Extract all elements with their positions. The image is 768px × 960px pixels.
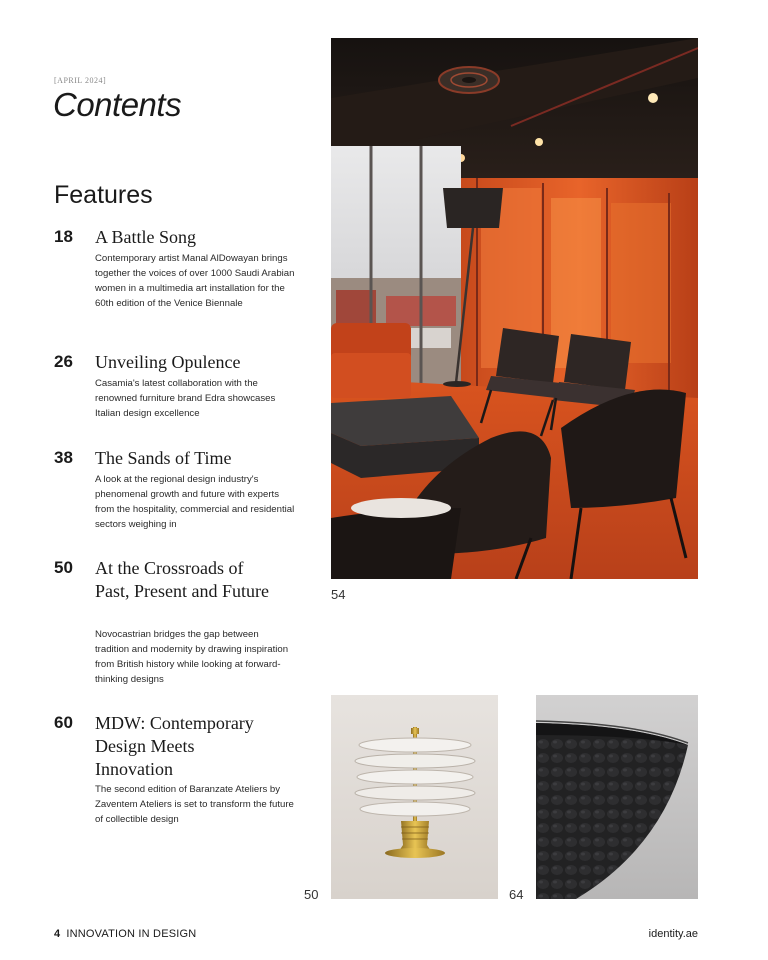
interior-illustration: [331, 38, 698, 579]
feature-page-number: 26: [54, 352, 73, 371]
section-title: Features: [54, 181, 153, 209]
glass-lamp-illustration: [331, 695, 498, 899]
feature-description: The second edition of Baranzate Ateliers by Zaventem Ateliers is set to transform the future of collectible design: [95, 784, 294, 825]
interior-photo[interactable]: [331, 38, 698, 579]
feature-page-number: 60: [54, 713, 73, 732]
lamp-photo-caption: 50: [304, 887, 319, 902]
issue-date: [APRIL 2024]: [54, 76, 107, 85]
feature-title[interactable]: A Battle Song: [95, 227, 197, 247]
footer-section-name: INNOVATION IN DESIGN: [66, 928, 197, 940]
feature-description: Contemporary artist Manal AlDowayan brings together the voices of over 1000 Saudi Arabian women in a multimedia art installation for the 60th edition of the Venice Biennale: [95, 253, 295, 309]
feature-title[interactable]: At the Crossroads of Past, Present and Future: [95, 558, 269, 601]
feature-title[interactable]: The Sands of Time: [95, 448, 232, 468]
main-photo-caption: 54: [331, 587, 346, 602]
footer-website-link[interactable]: identity.ae: [648, 928, 698, 940]
feature-page-number: 50: [54, 558, 73, 577]
feature-page-number: 38: [54, 448, 73, 467]
feature-page-number: 18: [54, 227, 73, 246]
black-bowl-illustration: [536, 695, 698, 899]
feature-description: A look at the regional design industry's phenomenal growth and future with experts from the hospitality, commercial and residential sectors weighing in: [95, 474, 295, 530]
feature-description: Novocastrian bridges the gap between tradition and modernity by drawing inspiration from British history while looking at forward-thinking designs: [95, 629, 289, 685]
lamp-photo[interactable]: [331, 695, 498, 899]
bowl-photo[interactable]: [536, 695, 698, 899]
feature-title[interactable]: MDW: Contemporary Design Meets Innovation: [95, 713, 254, 779]
footer-section: [54, 928, 196, 940]
feature-title[interactable]: Unveiling Opulence: [95, 352, 241, 372]
page-title: Contents: [53, 86, 182, 123]
bowl-photo-caption: 64: [509, 887, 524, 902]
feature-description: Casamia's latest collaboration with the renowned furniture brand Edra showcases Italian design excellence: [95, 378, 276, 419]
footer-page-number: 4: [54, 928, 61, 940]
